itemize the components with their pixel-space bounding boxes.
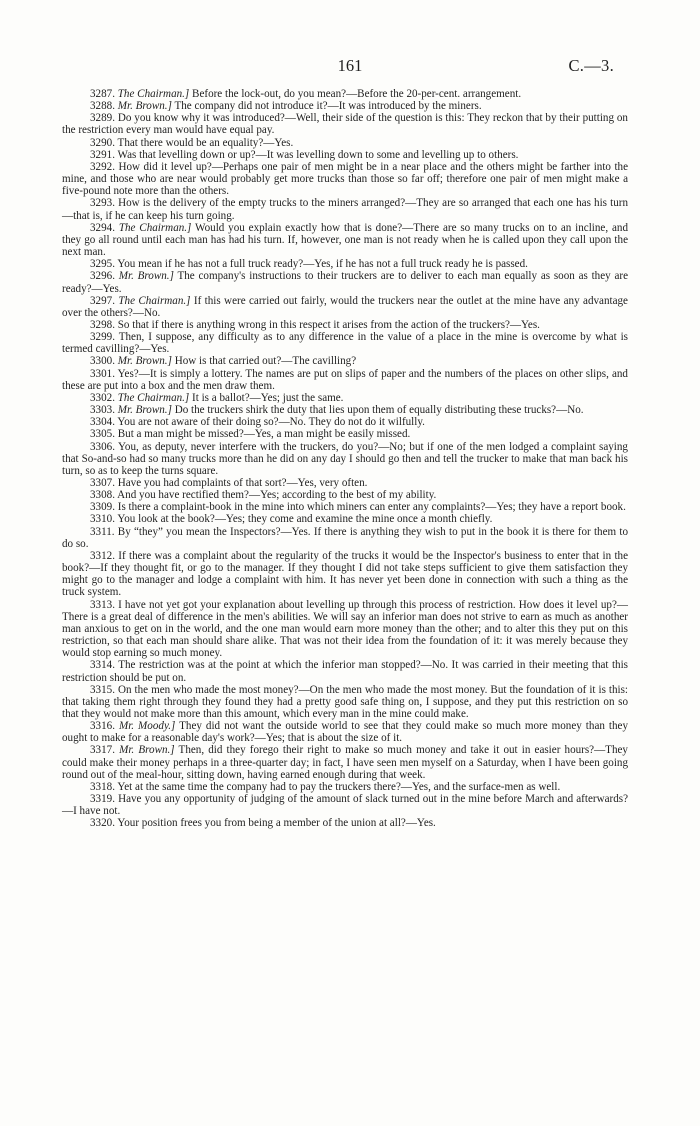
testimony-paragraph	[62, 88, 628, 100]
question-number: 3290.	[90, 136, 115, 149]
testimony-paragraph	[62, 720, 628, 744]
question-number: 3298.	[90, 318, 115, 331]
speaker-name: Mr. Brown.]	[117, 100, 172, 113]
testimony-text: Yes?—It is simply a lottery. The names are put on slips of paper and the numbers of the places on other slips, and these are put into a box and the men draw them.	[62, 367, 628, 392]
testimony-text: Do you know why it was introduced?—Well, their side of the question is this: They reckon that by their putting on the restriction every man would have equal pay.	[62, 112, 628, 137]
question-number: 3299.	[90, 331, 115, 344]
testimony-paragraph	[62, 489, 628, 501]
speaker-name: Mr. Brown.]	[117, 404, 172, 417]
testimony-text: You, as deputy, never interfere with the truckers, do you?—No; but if one of the men lodged a complaint saying that So-and-so had so many trucks more than he did on any day I should go then and tell the trucker to make that man back his turn, so as to keep the turns square.	[62, 440, 628, 477]
question-number: 3311.	[90, 525, 115, 538]
testimony-paragraph	[62, 331, 628, 355]
testimony-paragraph	[62, 392, 628, 404]
question-number: 3317.	[90, 744, 115, 757]
testimony-text: How is that carried out?—The cavilling?	[174, 355, 357, 368]
testimony-paragraph	[62, 100, 628, 112]
testimony-paragraph	[62, 404, 628, 416]
testimony-paragraph	[62, 526, 628, 550]
testimony-paragraph	[62, 295, 628, 319]
testimony-paragraph	[62, 817, 628, 829]
testimony-body	[62, 88, 628, 830]
testimony-paragraph	[62, 659, 628, 683]
testimony-paragraph	[62, 781, 628, 793]
speaker-name: The Chairman.]	[117, 88, 190, 100]
testimony-text: But a man might be missed?—Yes, a man might be easily missed.	[117, 428, 411, 441]
testimony-paragraph	[62, 368, 628, 392]
speaker-name: The Chairman.]	[118, 294, 191, 307]
testimony-text: Would you explain exactly how that is done?—There are so many trucks on to an incline, and they go all round until each man has had his turn. If, however, one man is not ready when he is called upon they call upon the next man.	[62, 221, 628, 259]
page-header	[0, 56, 700, 78]
testimony-text: Have you had complaints of that sort?—Yes, very often.	[117, 477, 368, 489]
question-number: 3308.	[90, 489, 115, 502]
testimony-paragraph	[62, 744, 628, 780]
testimony-text: And you have rectified them?—Yes; according to the best of my ability.	[117, 489, 437, 502]
testimony-paragraph	[62, 270, 628, 294]
testimony-paragraph	[62, 513, 628, 525]
testimony-text: They did not want the outside world to see that they could make so much more money than they ought to make for a reasonable day's work?—Yes; that is about the size of it.	[62, 720, 628, 745]
question-number: 3291.	[90, 148, 115, 161]
testimony-paragraph	[62, 161, 628, 197]
speaker-name: Mr. Brown.]	[119, 744, 175, 757]
testimony-text: Have you any opportunity of judging of the amount of slack turned out in the mine before March and afterwards?—I have not.	[62, 793, 628, 818]
question-number: 3320.	[90, 817, 115, 830]
testimony-text: If this were carried out fairly, would the truckers near the outlet at the mine have any advantage over the others?—No.	[62, 294, 628, 319]
testimony-paragraph	[62, 149, 628, 161]
testimony-text: Your position frees you from being a member of the union at all?—Yes.	[117, 817, 436, 830]
testimony-text: If there was a complaint about the regularity of the trucks it would be the Inspector's business to enter that in the book?—If they thought fit, or go to the manager. If they thought I did not take steps sufficient to give them satisfaction they might go to the manager and lodge a complaint with him. It has never yet been done in connection with such a thing as the truck system.	[62, 549, 628, 599]
testimony-paragraph	[62, 197, 628, 221]
testimony-paragraph	[62, 428, 628, 440]
question-number: 3319.	[90, 793, 115, 806]
speaker-name: Mr. Brown.]	[117, 355, 172, 368]
testimony-paragraph	[62, 441, 628, 477]
testimony-text: It is a ballot?—Yes; just the same.	[192, 391, 344, 404]
question-number: 3304.	[90, 416, 115, 429]
question-number: 3313.	[90, 598, 115, 611]
testimony-text: The restriction was at the point at which the inferior man stopped?—No. It was carried in their meeting that this restriction should be put on.	[62, 659, 628, 684]
testimony-paragraph	[62, 319, 628, 331]
question-number: 3314.	[90, 659, 115, 672]
testimony-paragraph	[62, 355, 628, 367]
testimony-text: Do the truckers shirk the duty that lies upon them of equally distributing these trucks?—No.	[174, 404, 584, 417]
question-number: 3306.	[90, 440, 115, 453]
testimony-paragraph	[62, 793, 628, 817]
question-number: 3297.	[90, 294, 115, 307]
question-number: 3294.	[90, 221, 115, 234]
testimony-paragraph	[62, 599, 628, 660]
testimony-text: So that if there is anything wrong in this respect it arises from the action of the truckers?—Yes.	[117, 318, 540, 331]
testimony-text: That there would be an equality?—Yes.	[117, 136, 294, 149]
testimony-text: You mean if he has not a full truck ready?—Yes, if he has not a full truck ready he is passed.	[117, 258, 528, 271]
testimony-paragraph	[62, 222, 628, 258]
question-number: 3318.	[90, 780, 115, 793]
question-number: 3293.	[90, 197, 115, 210]
testimony-text: Was that levelling down or up?—It was levelling down to some and levelling up to others.	[117, 148, 519, 161]
testimony-paragraph	[62, 416, 628, 428]
question-number: 3296.	[90, 270, 115, 283]
question-number: 3310.	[90, 513, 115, 526]
testimony-paragraph	[62, 258, 628, 270]
testimony-paragraph	[62, 112, 628, 136]
question-number: 3287.	[90, 88, 115, 100]
question-number: 3312.	[90, 549, 115, 562]
testimony-paragraph	[62, 550, 628, 599]
testimony-paragraph	[62, 137, 628, 149]
page-number: 161	[337, 56, 363, 75]
question-number: 3305.	[90, 428, 115, 441]
question-number: 3289.	[90, 112, 115, 125]
question-number: 3307.	[90, 477, 115, 489]
question-number: 3315.	[90, 683, 115, 696]
question-number: 3302.	[90, 391, 115, 404]
question-number: 3303.	[90, 404, 115, 417]
testimony-text: Is there a complaint-book in the mine into which miners can enter any complaints?—Yes; they have a report book.	[117, 501, 626, 514]
testimony-text: On the men who made the most money?—On the men who made the most money. But the foundation of it is this: that taking them right through they found they had a pretty good safe thing on, I suppose, and they put this restriction on so that they would not make more than this amount, which every man in the mine could make.	[62, 683, 629, 720]
testimony-text: The company's instructions to their truckers are to deliver to each man equally as soon as they are ready?—Yes.	[62, 270, 628, 295]
testimony-paragraph	[62, 684, 628, 720]
question-number: 3295.	[90, 258, 115, 271]
question-number: 3288.	[90, 100, 115, 113]
testimony-text: I have not yet got your explanation about levelling up through this process of restriction. How does it level up?—There is a great deal of difference in the men's abilities. We will say an inferior man does not strive to earn as much as another man anxious to get on in the world, and the one man would earn more money than the other; and to alter this they put on this restriction, so that each man should share alike. That was not their idea from the foundation of it: it was merely because they would stop earning so much money.	[62, 598, 628, 660]
question-number: 3309.	[90, 501, 115, 514]
question-number: 3316.	[90, 720, 115, 733]
speaker-name: The Chairman.]	[117, 391, 190, 404]
testimony-text: How did it level up?—Perhaps one pair of men might be in a near place and the others might be farther into the mine, and those who are near would probably get more trucks than those so far off; therefore one pair of men might make a five-pound note more than the others.	[62, 160, 628, 198]
testimony-text: The company did not introduce it?—It was introduced by the miners.	[174, 100, 482, 113]
testimony-text: You look at the book?—Yes; they come and examine the mine once a month chiefly.	[117, 513, 493, 526]
testimony-text: Then, I suppose, any difficulty as to any difference in the value of a place in the mine is overcome by what is termed cavilling?—Yes.	[62, 331, 628, 356]
question-number: 3292.	[90, 160, 115, 173]
testimony-text: By “they” you mean the Inspectors?—Yes. If there is anything they wish to put in the book it is there for them to do so.	[62, 525, 628, 550]
question-number: 3301.	[90, 367, 115, 380]
speaker-name: Mr. Moody.]	[118, 720, 176, 733]
testimony-text: Yet at the same time the company had to pay the truckers there?—Yes, and the surface-men as well.	[117, 780, 561, 793]
speaker-name: The Chairman.]	[118, 221, 192, 234]
question-number: 3300.	[90, 355, 115, 368]
document-reference: C.—3.	[568, 56, 614, 75]
speaker-name: Mr. Brown.]	[118, 270, 174, 283]
testimony-paragraph	[62, 477, 628, 489]
testimony-text: Before the lock-out, do you mean?—Before the 20-per-cent. arrangement.	[192, 88, 522, 100]
testimony-text: How is the delivery of the empty trucks to the miners arranged?—They are so arranged that each one has his turn—that is, if he can keep his turn going.	[62, 197, 628, 222]
testimony-text: You are not aware of their doing so?—No. They do not do it wilfully.	[117, 416, 425, 429]
testimony-paragraph	[62, 501, 628, 513]
testimony-text: Then, did they forego their right to make so much money and take it out in easier hours?—They could make their money perhaps in a three-quarter day; in fact, I have seen men myself on a Saturday, when I have been going round out of the meal-hour, sitting down, having earned enough during that week.	[62, 744, 628, 781]
